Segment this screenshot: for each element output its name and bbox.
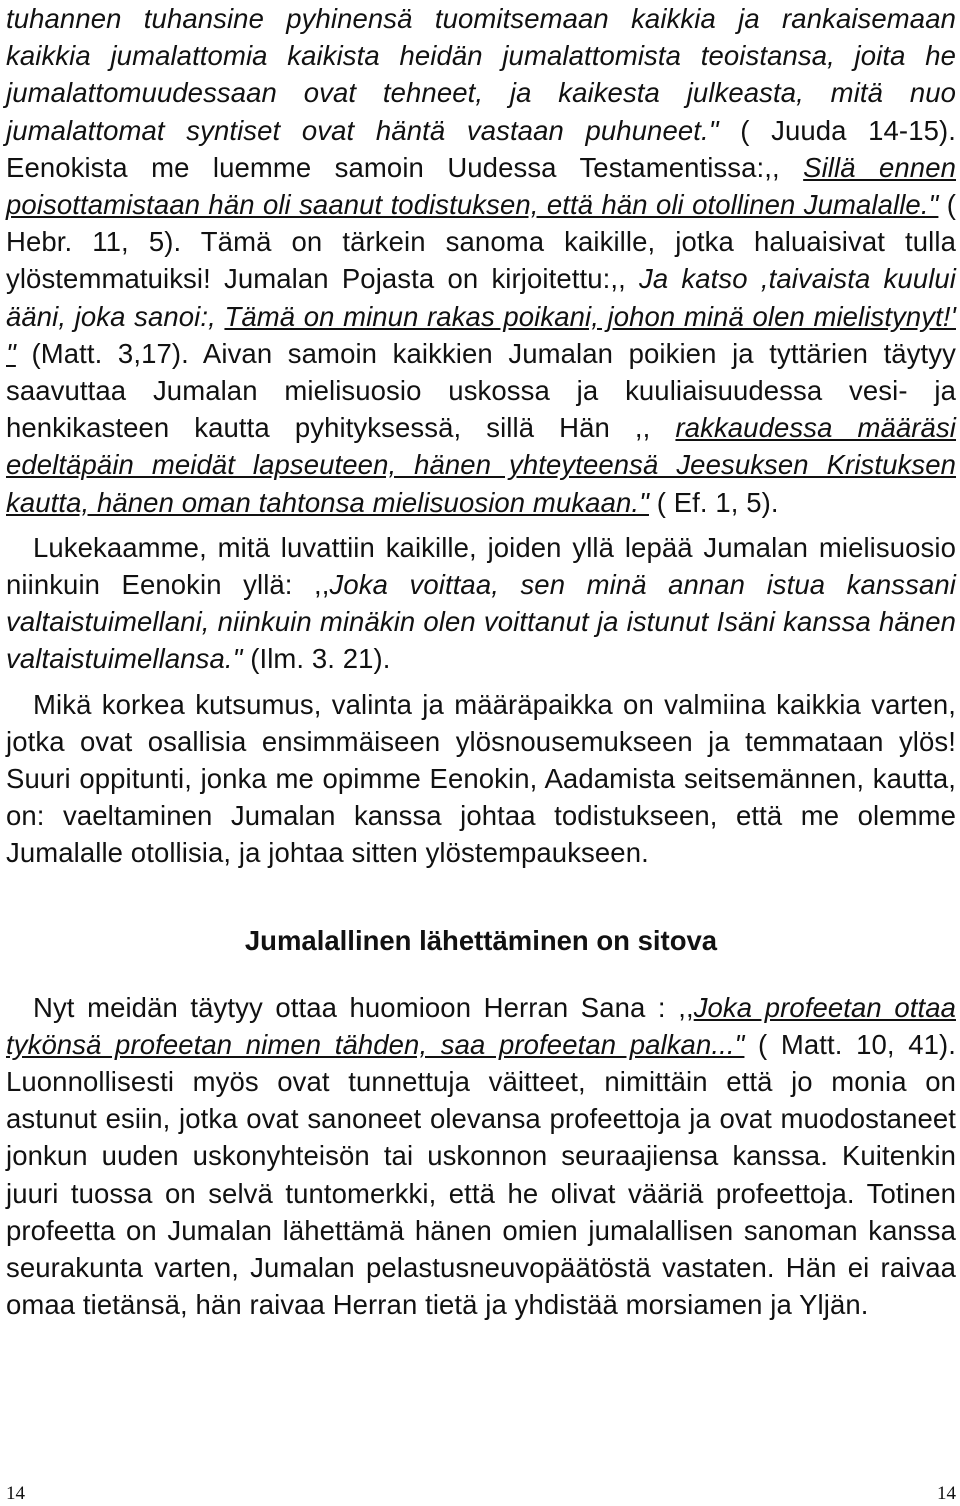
text-segment: Mikä korkea kutsumus, valinta ja määräpaikka on valmiina kaikkia varten, jotka ovat osallisia ensimmäiseen ylösnousemukseen ja temmataan ylös! Suuri oppitunti, jonka me opimme Eenokin, Aadamista seitsemännen, kautta, on: vaeltaminen Jumalan kanssa johtaa todistukseen, että me olemme Jumalalle otollisia, ja johtaa sitten ylöstempaukseen. (6, 688, 956, 869)
text-segment: tuhannen tuhansine pyhinensä tuomitsemaan kaikkia ja rankaisemaan kaikkia jumalattomia kaikista heidän jumalattomista teoistansa, joita he jumalattomuudessaan ovat tehneet, ja kaikesta julkeasta, mitä nuo jumalattomat syntiset ovat häntä vastaan puhuneet." (6, 3, 956, 146)
text-segment: Joka profeetan ottaa tykönsä profeetan nimen tähden, saa profeetan palkan..." (6, 991, 956, 1060)
text-segment: Joka voittaa, sen minä annan istua kanssani valtaistuimellani, niinkuin minäkin olen voittanut ja istunut Isäni kanssa hänen valtaistuimellansa." (6, 569, 956, 675)
text-segment: (Matt. 3,17). Aivan samoin kaikkien Jumalan poikien ja tyttärien täytyy saavuttaa Jumalan mielisuosio uskossa ja kuuliaisuudessa vesi- ja henkikasteen kautta pyhityksessä, sillä Hän ,, (6, 337, 956, 444)
text-segment: Sillä ennen poisottamistaan hän oli saanut todistuksen, että hän oli otollinen Jumalalle." (6, 151, 956, 221)
body-text-top (6, 0, 956, 872)
text-segment: (Ilm. 3. 21). (242, 643, 391, 675)
paragraph-gap (6, 678, 956, 686)
page-number-left: 14 (6, 1483, 25, 1504)
paragraph-p2 (6, 529, 956, 678)
text-segment: ( Matt. 10, 41). Luonnollisesti myös ovat tunnettuja väitteet, nimittäin että jo monia on astunut esiin, jotka ovat sanoneet olevansa profeettoja ja ovat muodostaneet jonkun uuden uskonyhteisön tai uskonnon seuraajiensa kanssa. Kuitenkin juuri tuossa on selvä tuntomerkki, että he olivat vääriä profeettoja. Totinen profeetta on Jumalan lähettämä hänen omien jumalallisen sanoman kanssa seurakunta varten, Jumalan pelastusneuvopäätöstä vastaten. Hän ei raivaa omaa tietänsä, hän raivaa Herran tietä ja yhdistää morsiamen ja Yljän. (6, 1028, 956, 1321)
text-segment: ( Juuda 14-15). Eenokista me luemme samoin Uudessa Testamentissa:,, (6, 114, 956, 183)
text-segment: ( Ef. 1, 5). (648, 486, 779, 518)
page-number-right: 14 (937, 1483, 956, 1504)
text-segment: ( Hebr. 11, 5). Tämä on tärkein sanoma kaikille, jotka haluaisivat tulla ylöstemmatuiksi! Jumalan Pojasta on kirjoitettu:,, (6, 189, 957, 295)
paragraph-p3 (6, 686, 956, 872)
text-segment: Ja katso ,taivaista kuului ääni, joka sanoi:, (6, 263, 957, 332)
body-text-bottom (6, 989, 956, 1324)
paragraph-p1 (6, 0, 956, 521)
text-segment: Tämä on minun rakas poikani, johon minä olen mielistynyt!' " (6, 300, 956, 369)
text-segment: rakkaudessa määräsi edeltäpäin meidät lapseuteen, hänen yhteyteensä Jeesuksen Kristuksen kautta, hänen oman tahtonsa mielisuosion mukaan." (6, 412, 956, 518)
paragraph-gap (6, 521, 956, 529)
text-segment: Nyt meidän täytyy ottaa huomioon Herran Sana : ,, (33, 991, 694, 1023)
section-heading: Jumalallinen lähettäminen on sitova (244, 924, 718, 956)
heading-spacer (6, 959, 956, 989)
paragraph-p4 (6, 989, 956, 1324)
text-segment: Lukekaamme, mitä luvattiin kaikille, joiden yllä lepää Jumalan mielisuosio niinkuin Eenokin yllä: ,, (6, 531, 956, 601)
section-spacer (6, 872, 956, 922)
document-page (6, 0, 956, 1324)
